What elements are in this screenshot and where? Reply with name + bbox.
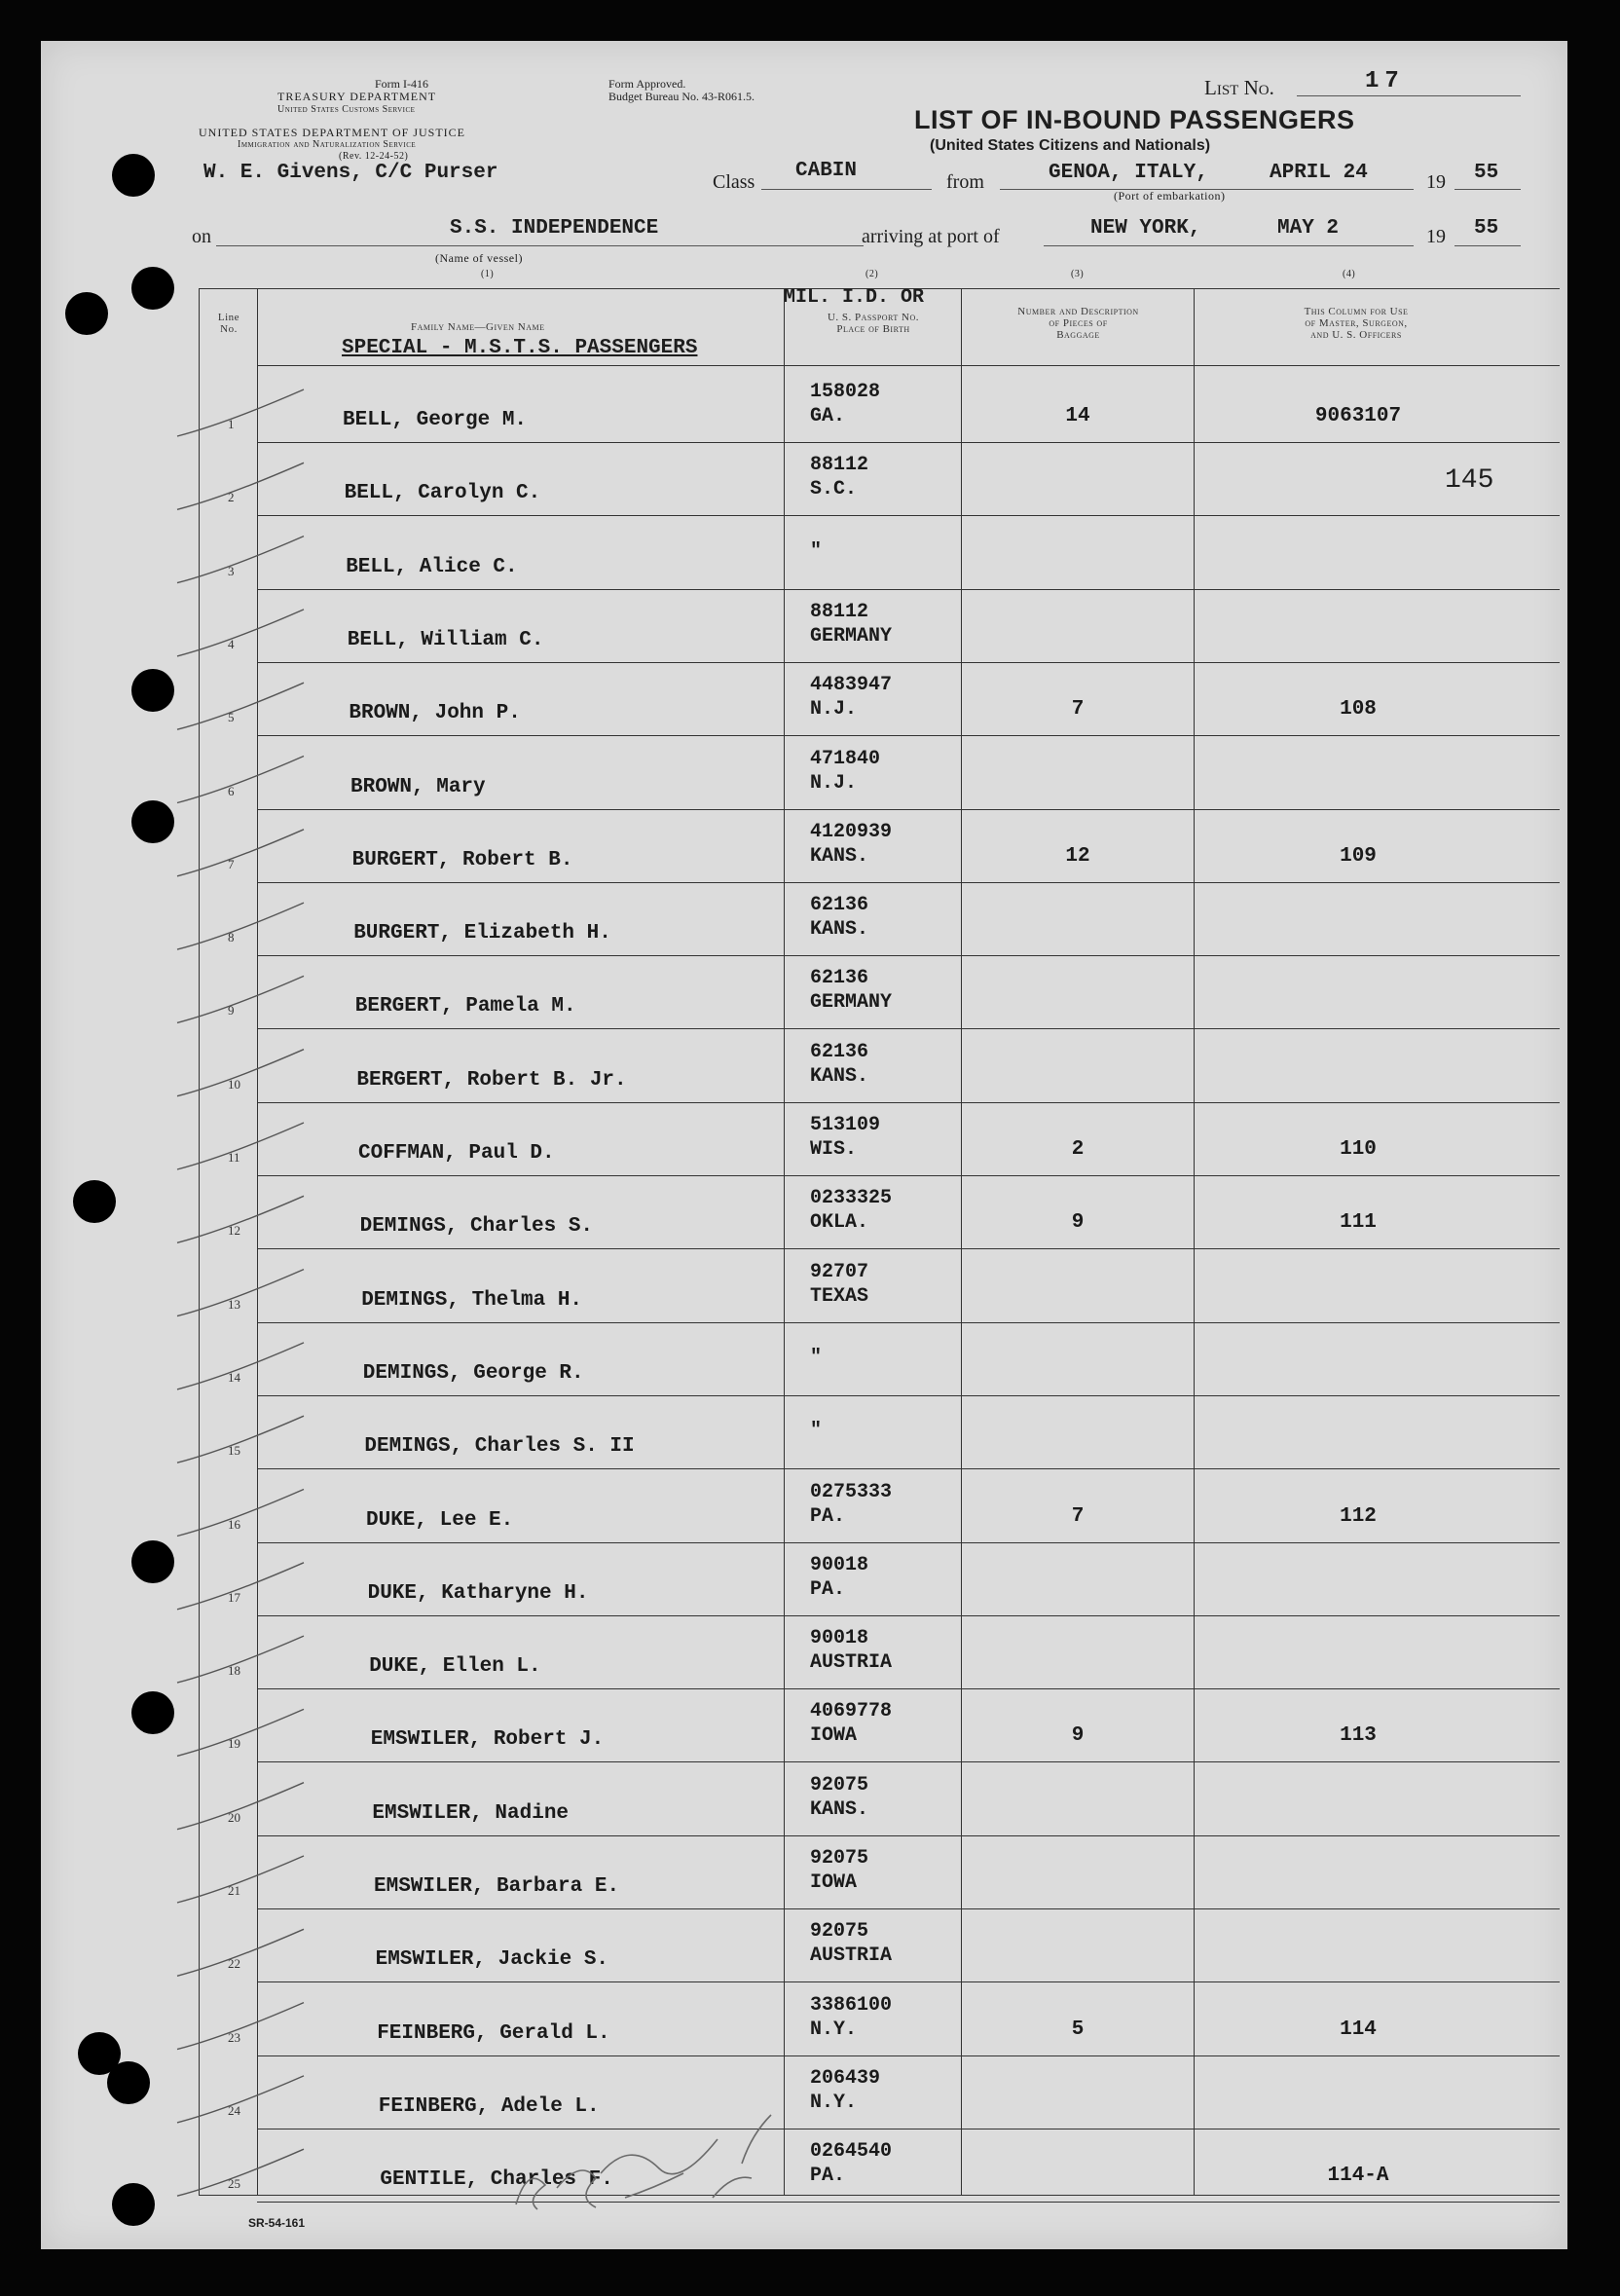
place-of-birth: PA. [810,2165,846,2188]
passenger-name: COFFMAN, Paul D. [358,1142,555,1165]
passenger-name: BERGERT, Pamela M. [354,995,576,1018]
place-of-birth: WIS. [810,1138,858,1161]
page-subtitle: (United States Citizens and Nationals) [930,137,1211,154]
table-row [41,2056,1567,2129]
passport-id: 62136 [810,967,869,990]
header-baggage-line1: Number and Description [1017,306,1139,317]
table-row [41,663,1567,736]
year-prefix: 19 [1426,171,1446,193]
table-row [41,370,1567,443]
table-row [41,737,1567,810]
line-number: 6 [228,783,235,798]
line-number: 19 [228,1736,240,1752]
passport-id: 471840 [810,747,881,770]
table-row [41,590,1567,663]
footer-code: SR-54-161 [248,2216,306,2230]
header-baggage-line2: of Pieces of [1049,317,1108,329]
line-number: 7 [228,856,235,871]
baggage-count: 12 [1065,844,1090,868]
form-number: Form I-416 [375,77,428,91]
table-row [41,2129,1567,2203]
place-of-birth: KANS. [810,1064,869,1088]
line-number: 22 [228,1956,240,1972]
header-line-text: Line [217,312,240,323]
justice-label: UNITED STATES DEPARTMENT OF JUSTICE [199,126,466,139]
from-label: from [946,171,984,193]
passport-id: 0264540 [810,2140,893,2164]
passenger-name: BELL, Carolyn C. [344,482,541,505]
passport-id: 62136 [810,894,869,917]
passport-id: 92707 [810,1260,869,1283]
arrival-port: NEW YORK, [1090,217,1201,240]
table-row [41,517,1567,590]
passenger-name: FEINBERG, Gerald L. [377,2021,610,2045]
place-of-birth: AUSTRIA [810,1651,893,1675]
line-number: 14 [228,1369,240,1385]
passport-id: 0275333 [810,1480,893,1503]
passenger-name: BELL, Alice C. [346,555,518,578]
place-of-birth: S.C. [810,478,858,501]
line-number: 3 [228,563,235,578]
header-passport [786,312,961,335]
on-label: on [192,226,211,247]
row-divider [257,2202,1560,2203]
officer-entry: 111 [1340,1211,1377,1235]
table-row [41,1470,1567,1543]
place-of-birth: IOWA [810,1724,858,1748]
place-of-birth: KANS. [810,844,869,868]
place-of-birth: N.J. [810,698,858,722]
table-row [41,1616,1567,1689]
passport-id: 92075 [810,1847,869,1870]
place-of-birth: GERMANY [810,624,893,648]
header-no-text: No. [220,323,238,335]
officer-entry: 114 [1340,2018,1377,2041]
col-number-1: (1) [481,269,495,279]
passport-id: 4483947 [810,674,893,697]
arrival-year: 55 [1474,217,1499,240]
passenger-name: BROWN, Mary [350,775,486,798]
punch-hole [65,292,108,335]
header-officers-line1: This Column for Use [1304,306,1409,317]
departure-date: APRIL 24 [1270,162,1368,184]
line-number: 18 [228,1663,240,1679]
passenger-name: DEMINGS, Thelma H. [361,1288,583,1312]
baggage-count: 7 [1071,698,1085,722]
officer-entry: 110 [1340,1138,1377,1161]
passport-id: " [810,1346,823,1369]
header-officers-line3: and U. S. Officers [1310,329,1402,341]
table-row [41,443,1567,516]
passport-id: 4120939 [810,820,893,843]
class-label: Class [713,171,755,193]
class-value: CABIN [795,160,858,182]
passport-id: 90018 [810,1627,869,1650]
passport-id: 90018 [810,1553,869,1576]
passenger-name: BELL, William C. [347,628,544,651]
passport-id: 0233325 [810,1187,893,1210]
table-row [41,1103,1567,1176]
place-of-birth: PA. [810,1577,846,1601]
table-row [41,1983,1567,2056]
header-passport-line2: Place of Birth [836,323,910,335]
baggage-count: 9 [1071,1211,1085,1235]
passport-id: 3386100 [810,1993,893,2017]
table-row [41,1176,1567,1249]
table-row [41,1396,1567,1469]
list-number-underline [1297,95,1521,96]
year-underline [1454,189,1521,190]
line-number: 17 [228,1589,240,1605]
table-row [41,1909,1567,1982]
line-number: 8 [228,930,235,945]
customs-label: United States Customs Service [277,104,416,115]
baggage-count: 14 [1065,405,1090,427]
line-number: 9 [228,1003,235,1018]
baggage-count: 7 [1071,1504,1085,1528]
departure-year: 55 [1474,162,1499,184]
passport-id: 88112 [810,600,869,623]
header-bottom-line [257,365,1560,366]
header-baggage [963,306,1194,341]
list-number-label: List No. [1204,76,1274,99]
passenger-name: EMSWILER, Barbara E. [374,1875,620,1898]
header-mil-id: MIL. I.D. OR [784,286,925,309]
passenger-name: DEMINGS, George R. [362,1361,584,1385]
officer-entry: 114-A [1327,2165,1389,2188]
passport-id: 513109 [810,1114,881,1136]
line-number: 23 [228,2029,240,2045]
passenger-name: BURGERT, Elizabeth H. [353,922,611,945]
line-number: 15 [228,1443,240,1459]
place-of-birth: AUSTRIA [810,1944,893,1968]
place-of-birth: GERMANY [810,991,893,1015]
place-of-birth: PA. [810,1504,846,1528]
officer-entry: 108 [1340,698,1377,722]
arrival-date: MAY 2 [1277,217,1340,240]
list-number-value: 17 [1365,68,1405,94]
passenger-name: FEINBERG, Adele L. [378,2094,600,2118]
place-of-birth: N.Y. [810,2018,858,2041]
baggage-count: 2 [1071,1138,1085,1161]
officer-entry: 113 [1340,1724,1377,1748]
passenger-name: DUKE, Katharyne H. [367,1581,589,1605]
header-baggage-line3: Baggage [1056,329,1100,341]
passport-id: 206439 [810,2066,881,2090]
line-number: 2 [228,490,235,505]
passport-id: 92075 [810,1773,869,1796]
col-number-4: (4) [1343,269,1356,279]
place-of-birth: GA. [810,405,846,427]
budget-label: Budget Bureau No. 43-R061.5. [608,90,755,103]
port-embark-caption: (Port of embarkation) [1114,189,1226,203]
line-number: 24 [228,2102,240,2118]
table-row [41,1763,1567,1836]
arrival-underline [1044,245,1414,246]
place-of-birth: TEXAS [810,1284,869,1308]
passenger-name: GENTILE, Charles F. [380,2168,613,2192]
passport-id: 4069778 [810,1700,893,1723]
punch-hole [131,267,174,310]
place-of-birth: KANS. [810,1797,869,1821]
passenger-name: DEMINGS, Charles S. [359,1215,594,1239]
passenger-name: BURGERT, Robert B. [351,848,573,871]
passport-id: " [810,1420,823,1443]
table-row [41,883,1567,956]
line-number: 16 [228,1516,240,1532]
arrival-year-prefix: 19 [1426,226,1446,247]
baggage-count: 9 [1071,1724,1085,1748]
passport-id: 88112 [810,454,869,477]
revision-label: (Rev. 12-24-52) [339,151,409,162]
table-row [41,810,1567,883]
form-approved-label: Form Approved. [608,77,686,91]
line-number: 13 [228,1296,240,1312]
purser-name: W. E. Givens, C/C Purser [203,162,498,184]
header-line-no [204,312,253,335]
table-row [41,956,1567,1029]
place-of-birth: KANS. [810,918,869,942]
header-name: Family Name—Given Name [411,321,545,333]
officer-entry: 109 [1340,844,1377,868]
margin-number: 145 [1445,465,1494,496]
line-number: 20 [228,1809,240,1825]
table-row [41,1543,1567,1616]
place-of-birth: N.Y. [810,2091,858,2114]
line-number: 10 [228,1076,240,1092]
table-row [41,1250,1567,1323]
header-special-passengers: SPECIAL - M.S.T.S. PASSENGERS [342,337,698,359]
line-number: 25 [228,2176,240,2192]
ins-label: Immigration and Naturalization Service [238,139,417,150]
passenger-name: EMSWILER, Robert J. [370,1728,605,1752]
line-number: 5 [228,710,235,725]
passport-id: 92075 [810,1920,869,1944]
vessel-caption: (Name of vessel) [435,251,523,265]
punch-hole [112,154,155,197]
passenger-name: BROWN, John P. [349,702,521,725]
passenger-name: BELL, George M. [343,409,528,431]
header-passport-line1: U. S. Passport No. [827,312,920,323]
arrival-year-underline [1454,245,1521,246]
passenger-name: EMSWILER, Jackie S. [375,1948,609,1972]
table-row [41,1836,1567,1909]
page-title: LIST OF IN-BOUND PASSENGERS [914,105,1355,134]
table-row [41,1689,1567,1762]
passenger-name: DUKE, Lee E. [366,1508,514,1532]
line-number: 1 [228,417,235,431]
passenger-list-page [41,41,1567,2249]
arriving-label: arriving at port of [862,226,1000,247]
passport-id: " [810,539,823,563]
place-of-birth: N.J. [810,771,858,795]
line-number: 11 [228,1150,240,1165]
class-underline [761,189,932,190]
col-number-2: (2) [865,269,879,279]
vessel-underline [216,245,864,246]
passport-id: 158028 [810,381,881,403]
passenger-name: DEMINGS, Charles S. II [364,1435,635,1459]
passenger-name: DUKE, Ellen L. [369,1655,541,1679]
officer-entry: 9063107 [1314,405,1402,427]
officer-entry: 112 [1340,1504,1377,1528]
passenger-name: BERGERT, Robert B. Jr. [356,1068,627,1092]
header-officers [1196,306,1517,341]
baggage-count: 5 [1071,2018,1085,2041]
line-number: 4 [228,636,235,651]
passenger-name: EMSWILER, Nadine [372,1801,570,1825]
line-number: 12 [228,1223,240,1239]
table-row [41,1323,1567,1396]
passport-id: 62136 [810,1040,869,1063]
place-of-birth: IOWA [810,1871,858,1894]
header-officers-line2: of Master, Surgeon, [1305,317,1408,329]
treasury-label: TREASURY DEPARTMENT [277,90,437,103]
col-number-3: (3) [1071,269,1085,279]
place-of-birth: OKLA. [810,1211,869,1235]
port-of-embarkation: GENOA, ITALY, [1049,162,1208,184]
line-number: 21 [228,1883,240,1898]
table-row [41,1030,1567,1103]
vessel-name: S.S. INDEPENDENCE [450,217,659,240]
